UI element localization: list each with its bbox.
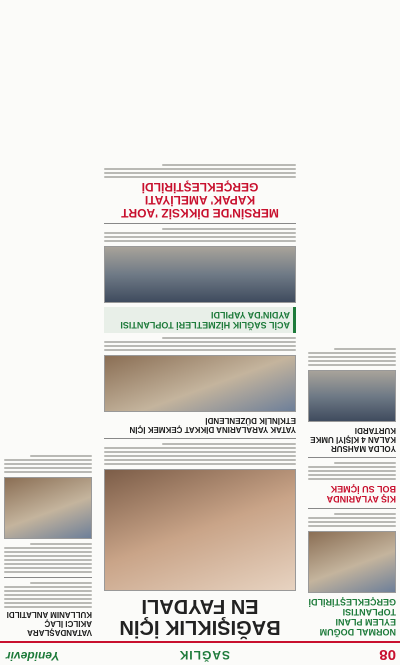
divider <box>308 457 396 458</box>
headline-aortic-valve: MERSİN'DE DİKKSİZ 'AORT KAPAK' AMELİYATI GERÇEKLEŞTİRİLDİ <box>121 180 279 220</box>
right-column <box>0 0 96 641</box>
masthead <box>0 641 400 665</box>
event-photo <box>104 355 296 412</box>
left-column <box>304 0 400 641</box>
headline-drink-water: KIŞ AYLARINDA BOL SU İÇMEK <box>326 484 396 504</box>
story-photo <box>4 477 92 539</box>
headline-band <box>104 307 296 333</box>
body-placeholder <box>104 443 296 465</box>
conference-photo <box>104 246 296 303</box>
page-number: 08 <box>379 646 396 663</box>
divider <box>308 508 396 509</box>
divider <box>4 577 92 578</box>
body-placeholder <box>104 337 296 351</box>
meeting-photo <box>308 531 396 593</box>
lead-photo-woman-drinking <box>104 469 296 591</box>
body-placeholder <box>104 164 296 178</box>
headline-emergency-meeting: ACİL SAĞLIK HİZMETLERİ TOPLANTISI AYDIN'DA YAPILDI <box>120 310 290 330</box>
newspaper-logo: Yenidevir <box>6 649 60 663</box>
headline-rational-drug-use: VATANDAŞLARA AKILCI İLAÇ KULLANIM ANLATILDI <box>6 610 92 637</box>
body-placeholder <box>4 582 92 608</box>
divider <box>104 438 296 439</box>
body-placeholder <box>4 455 92 473</box>
body-placeholder <box>104 228 296 242</box>
headline-rescue: YOLDA MAHSUR KALAN 4 KİŞİYİ UMKE KURTARDI <box>310 426 396 453</box>
headline-normal-birth: NORMAL DOĞUM EYLEM PLANI TOPLANTISI GERÇEKLEŞTİRİLDİ <box>308 597 396 637</box>
main-column <box>100 0 300 641</box>
section-title: SAĞLIK <box>178 648 230 662</box>
rescue-photo <box>308 370 396 422</box>
body-placeholder <box>308 513 396 527</box>
body-placeholder <box>308 348 396 366</box>
body-placeholder <box>308 462 396 480</box>
lead-headline: BAĞIŞIKLIK İÇİN EN FAYDALI <box>119 595 281 638</box>
headline-bedsore-event: YATAK YARALARINA DİKKAT ÇEKMEK İÇİN ETKİNLİK DÜZENLENDİ <box>129 416 296 434</box>
divider <box>104 223 296 224</box>
body-placeholder <box>4 543 92 573</box>
